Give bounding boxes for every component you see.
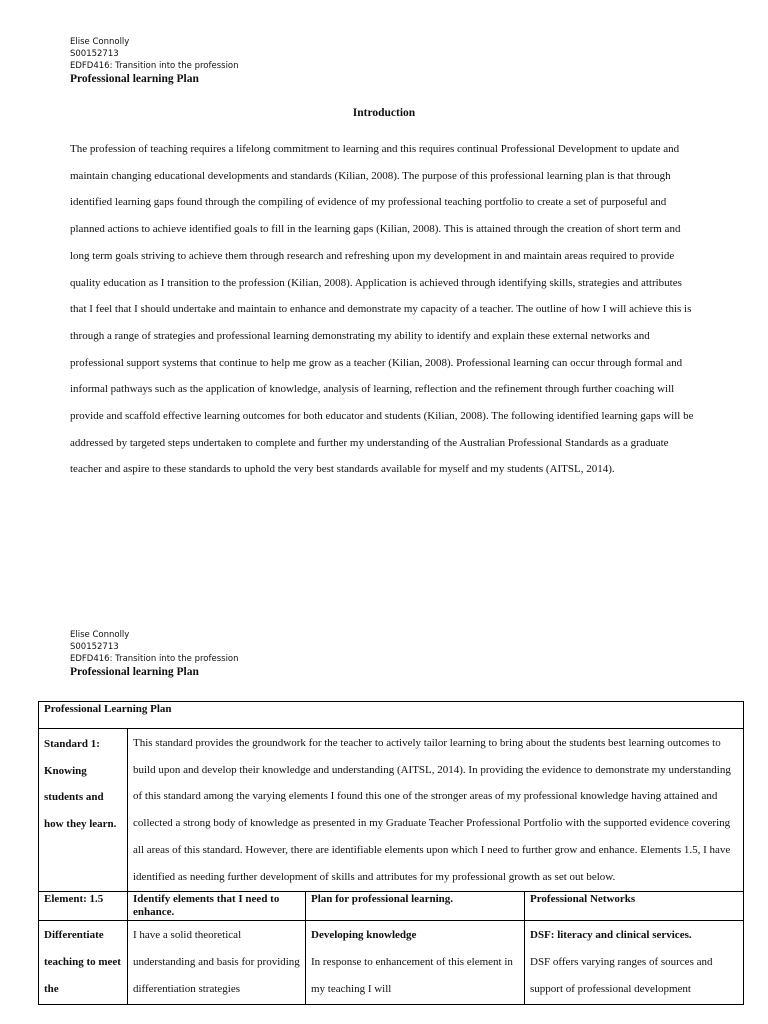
author-name: Elise Connolly xyxy=(70,37,130,47)
standard-description: This standard provides the groundwork for the teacher to actively tailor learning to bring about the students best learning outcomes to build upon and develop their knowledge and understanding (AITSL, 2014). In providing the evidence to demonstrate my understanding of this standard among the varying elements I found this one of the stronger areas of my professional knowledge having attained and collected a strong body of knowledge as presented in my Graduate Teacher Professional Portfolio with the supported evidence covering all areas of this standard. However, there are identifiable elements upon which I need to further grow and enhance. Elements 1.5, I have identified as needing further development of skills and attributes for my professional growth as set out below. xyxy=(128,729,744,892)
student-id: S00152713 xyxy=(70,642,119,652)
table-title-row xyxy=(39,702,744,729)
column-header-plan: Plan for professional learning. xyxy=(306,892,525,921)
element-cell: Differentiate teaching to meet the xyxy=(39,921,128,1005)
plan-text: In response to enhancement of this element in my teaching I will xyxy=(311,956,513,996)
identify-cell: I have a solid theoretical understanding and basis for providing differentiation strategies xyxy=(128,921,306,1005)
professional-learning-plan-table xyxy=(38,701,744,1005)
column-header-identify: Identify elements that I need to enhance. xyxy=(128,892,306,921)
plan-cell xyxy=(306,921,525,1005)
document-header-page2 xyxy=(70,629,239,679)
column-header-networks: Professional Networks xyxy=(525,892,744,921)
author-name: Elise Connolly xyxy=(70,630,130,640)
document-title: Professional learning Plan xyxy=(70,73,199,85)
plan-heading: Developing knowledge xyxy=(311,929,417,942)
introduction-paragraph: The profession of teaching requires a lifelong commitment to learning and this requires continual Professional Development to update and maintain changing educational developments and standards (Kilian, 2008). The purpose of this professional learning plan is that through identified learning gaps found through the compiling of evidence of my professional teaching portfolio to create a set of purposeful and planned actions to achieve identified goals to fill in the learning gaps (Kilian, 2008). This is attained through the creation of short term and long term goals striving to achieve them through research and refreshing upon my development in and maintain areas required to provide quality education as I transition to the profession (Kilian, 2008). Application is achieved through identifying skills, strategies and attributes that I feel that I should undertake and maintain to enhance and demonstrate my capacity of a teacher. The outline of how I will achieve this is through a range of strategies and professional learning demonstrating my ability to identify and explain these external networks and professional support systems that continue to help me grow as a teacher (Kilian, 2008). Professional learning can occur through formal and informal pathways such as the application of knowledge, analysis of learning, reflection and the refinement through further coaching will provide and scaffold effective learning outcomes for both educator and students (Kilian, 2008). The following identified learning gaps will be addressed by targeted steps undertaken to complete and further my understanding of the Australian Professional Standards as a graduate teacher and aspire to these standards to uphold the very best standards available for myself and my students (AITSL, 2014). xyxy=(70,143,694,476)
standard-label: Standard 1: Knowing students and how they learn. xyxy=(39,729,128,892)
network-heading: DSF: literacy and clinical services. xyxy=(530,929,692,942)
document-header-top xyxy=(70,36,239,86)
column-header-element: Element: 1.5 xyxy=(39,892,128,921)
course-name: EDFD416: Transition into the profession xyxy=(70,654,239,664)
network-text: DSF offers varying ranges of sources and support of professional development xyxy=(530,956,713,996)
standard-row xyxy=(39,729,744,892)
column-header-row xyxy=(39,892,744,921)
table-title: Professional Learning Plan xyxy=(39,702,744,729)
course-name: EDFD416: Transition into the profession xyxy=(70,61,239,71)
document-title: Professional learning Plan xyxy=(70,666,199,678)
table-row xyxy=(39,921,744,1005)
network-cell xyxy=(525,921,744,1005)
student-id: S00152713 xyxy=(70,49,119,59)
introduction-body xyxy=(70,136,700,483)
introduction-heading: Introduction xyxy=(352,107,416,119)
